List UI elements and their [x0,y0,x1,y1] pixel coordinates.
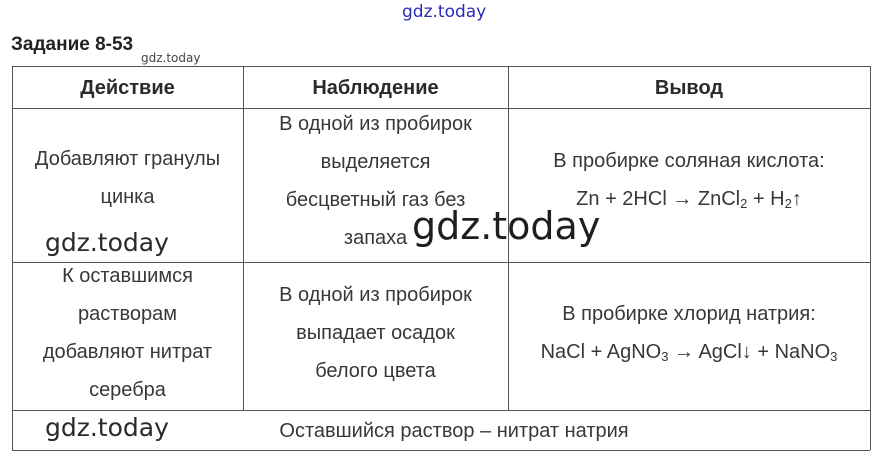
final-row-text: Оставшийся раствор – нитрат натрия [279,419,629,442]
row2-action-line2: растворам [78,303,177,325]
row2-conclusion [508,295,870,371]
watermark-row1: gdz.today [45,228,169,257]
watermark-top: gdz.today [402,2,487,22]
row2-action [12,257,243,409]
row1-observation-line1: В одной из пробирок [279,113,472,135]
header-action: Действие [80,76,175,99]
watermark-large: gdz.today [412,204,601,248]
row1-equation: Zn + 2HCl → ZnCl$_2$ + $H_2↑$ [576,188,802,211]
row2-observation-line2: выпадает осадок [296,322,455,344]
row2-action-line1: К оставшимся [62,265,193,287]
row2-action-line3: добавляют нитрат [42,341,213,363]
page-title: Задание 8-53 [11,34,134,55]
row1-conclusion-text: В пробирке соляная кислота: [553,150,825,172]
row1-observation-line4: запаха [343,227,408,249]
row2-observation-line3: белого цвета [315,360,436,382]
header-conclusion: Вывод [654,76,724,99]
row1-observation-line2: выделяется [320,151,431,173]
row1-action-line2: цинка [100,186,155,208]
row1-observation-line3: бесцветный газ без [285,189,466,211]
row2-action-line4: серебра [89,379,166,401]
row1-action-line1: Добавляют гранулы [34,148,221,170]
row2-equation: NaCl + AgNO$_3$ → AgCl↓ + NaNO$_3$ [540,341,838,364]
row1-action [12,140,243,216]
watermark-bottom: gdz.today [45,413,169,442]
header-observation: Наблюдение [312,76,439,99]
row2-observation [243,276,508,390]
watermark-small: gdz.today [141,51,201,65]
row2-observation-line1: В одной из пробирок [279,284,472,306]
row2-conclusion-text: В пробирке хлорид натрия: [562,303,816,325]
